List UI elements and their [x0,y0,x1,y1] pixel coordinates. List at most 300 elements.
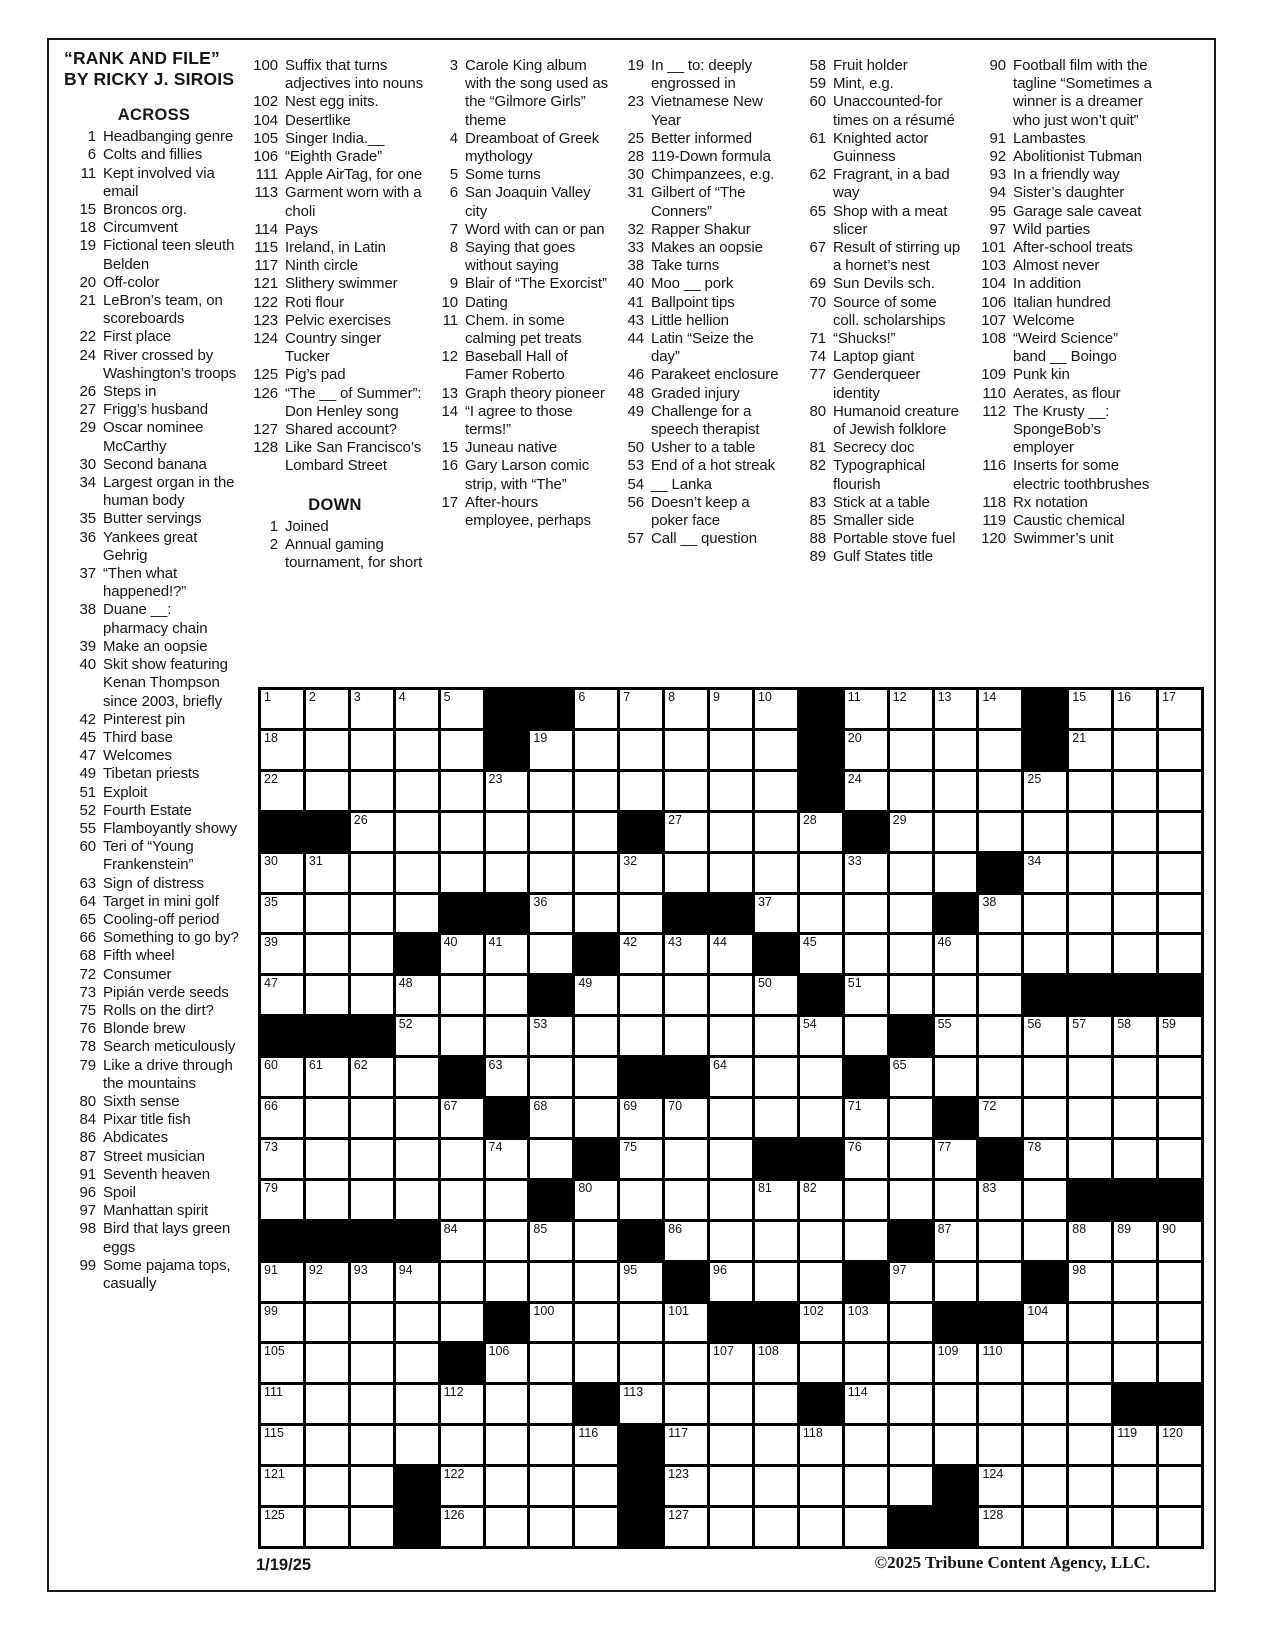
grid-cell-8-16[interactable] [935,976,977,1014]
grid-cell-19-13[interactable] [800,1426,842,1464]
grid-cell-5-20[interactable] [1114,854,1156,892]
grid-cell-14-12[interactable] [755,1222,797,1260]
grid-cell-13-10[interactable] [665,1181,707,1219]
grid-cell-21-17[interactable] [979,1508,1021,1546]
grid-cell-13-3[interactable] [351,1181,393,1219]
grid-cell-12-16[interactable] [935,1140,977,1178]
grid-cell-20-21[interactable] [1159,1467,1201,1505]
grid-cell-3-19[interactable] [1069,772,1111,810]
grid-cell-15-12[interactable] [755,1263,797,1301]
grid-cell-9-13[interactable] [800,1017,842,1055]
grid-cell-1-9[interactable] [620,690,662,728]
grid-cell-20-5[interactable] [441,1467,483,1505]
grid-cell-19-8[interactable] [575,1426,617,1464]
grid-cell-3-12[interactable] [755,772,797,810]
grid-cell-19-18[interactable] [1024,1426,1066,1464]
grid-cell-11-8[interactable] [575,1099,617,1137]
grid-cell-12-6[interactable] [486,1140,528,1178]
grid-cell-16-1[interactable] [261,1304,303,1342]
grid-cell-17-21[interactable] [1159,1344,1201,1382]
grid-cell-1-10[interactable] [665,690,707,728]
grid-cell-18-9[interactable] [620,1385,662,1423]
grid-cell-19-5[interactable] [441,1426,483,1464]
grid-cell-1-21[interactable] [1159,690,1201,728]
grid-cell-6-15[interactable] [890,895,932,933]
grid-cell-8-15[interactable] [890,976,932,1014]
grid-cell-6-1[interactable] [261,895,303,933]
grid-cell-15-16[interactable] [935,1263,977,1301]
grid-cell-8-1[interactable] [261,976,303,1014]
grid-cell-18-3[interactable] [351,1385,393,1423]
grid-cell-13-18[interactable] [1024,1181,1066,1219]
grid-cell-2-21[interactable] [1159,731,1201,769]
grid-cell-20-15[interactable] [890,1467,932,1505]
grid-cell-2-7[interactable] [530,731,572,769]
grid-cell-6-17[interactable] [979,895,1021,933]
grid-cell-10-12[interactable] [755,1058,797,1096]
grid-cell-15-19[interactable] [1069,1263,1111,1301]
grid-cell-6-3[interactable] [351,895,393,933]
grid-cell-21-10[interactable] [665,1508,707,1546]
grid-cell-4-8[interactable] [575,813,617,851]
grid-cell-16-20[interactable] [1114,1304,1156,1342]
grid-cell-4-17[interactable] [979,813,1021,851]
grid-cell-2-17[interactable] [979,731,1021,769]
grid-cell-6-18[interactable] [1024,895,1066,933]
grid-cell-5-4[interactable] [396,854,438,892]
grid-cell-13-16[interactable] [935,1181,977,1219]
grid-cell-18-19[interactable] [1069,1385,1111,1423]
grid-cell-7-21[interactable] [1159,935,1201,973]
grid-cell-14-16[interactable] [935,1222,977,1260]
grid-cell-18-7[interactable] [530,1385,572,1423]
grid-cell-21-6[interactable] [486,1508,528,1546]
grid-cell-15-3[interactable] [351,1263,393,1301]
grid-cell-7-2[interactable] [306,935,348,973]
grid-cell-9-16[interactable] [935,1017,977,1055]
grid-cell-10-7[interactable] [530,1058,572,1096]
grid-cell-20-19[interactable] [1069,1467,1111,1505]
grid-cell-10-19[interactable] [1069,1058,1111,1096]
grid-cell-8-4[interactable] [396,976,438,1014]
grid-cell-3-6[interactable] [486,772,528,810]
grid-cell-2-12[interactable] [755,731,797,769]
grid-cell-13-12[interactable] [755,1181,797,1219]
grid-cell-4-13[interactable] [800,813,842,851]
grid-cell-8-9[interactable] [620,976,662,1014]
grid-cell-17-10[interactable] [665,1344,707,1382]
grid-cell-14-11[interactable] [710,1222,752,1260]
grid-cell-12-5[interactable] [441,1140,483,1178]
grid-cell-8-12[interactable] [755,976,797,1014]
grid-cell-3-10[interactable] [665,772,707,810]
grid-cell-12-3[interactable] [351,1140,393,1178]
grid-cell-9-20[interactable] [1114,1017,1156,1055]
grid-cell-16-15[interactable] [890,1304,932,1342]
grid-cell-1-3[interactable] [351,690,393,728]
grid-cell-17-12[interactable] [755,1344,797,1382]
grid-cell-11-7[interactable] [530,1099,572,1137]
grid-cell-20-1[interactable] [261,1467,303,1505]
grid-cell-9-9[interactable] [620,1017,662,1055]
grid-cell-7-10[interactable] [665,935,707,973]
grid-cell-2-5[interactable] [441,731,483,769]
grid-cell-6-13[interactable] [800,895,842,933]
grid-cell-2-15[interactable] [890,731,932,769]
grid-cell-19-6[interactable] [486,1426,528,1464]
grid-cell-11-21[interactable] [1159,1099,1201,1137]
grid-cell-19-4[interactable] [396,1426,438,1464]
grid-cell-17-17[interactable] [979,1344,1021,1382]
grid-cell-18-6[interactable] [486,1385,528,1423]
grid-cell-2-19[interactable] [1069,731,1111,769]
grid-cell-4-12[interactable] [755,813,797,851]
grid-cell-16-4[interactable] [396,1304,438,1342]
grid-cell-1-17[interactable] [979,690,1021,728]
grid-cell-1-2[interactable] [306,690,348,728]
grid-cell-11-2[interactable] [306,1099,348,1137]
grid-cell-5-5[interactable] [441,854,483,892]
grid-cell-2-9[interactable] [620,731,662,769]
grid-cell-17-13[interactable] [800,1344,842,1382]
grid-cell-8-3[interactable] [351,976,393,1014]
grid-cell-13-1[interactable] [261,1181,303,1219]
grid-cell-5-15[interactable] [890,854,932,892]
grid-cell-9-8[interactable] [575,1017,617,1055]
grid-cell-21-3[interactable] [351,1508,393,1546]
grid-cell-12-7[interactable] [530,1140,572,1178]
grid-cell-8-8[interactable] [575,976,617,1014]
grid-cell-4-21[interactable] [1159,813,1201,851]
grid-cell-7-18[interactable] [1024,935,1066,973]
grid-cell-12-18[interactable] [1024,1140,1066,1178]
grid-cell-3-2[interactable] [306,772,348,810]
grid-cell-14-14[interactable] [845,1222,887,1260]
grid-cell-5-19[interactable] [1069,854,1111,892]
grid-cell-12-20[interactable] [1114,1140,1156,1178]
grid-cell-10-6[interactable] [486,1058,528,1096]
grid-cell-4-19[interactable] [1069,813,1111,851]
grid-cell-3-9[interactable] [620,772,662,810]
grid-cell-14-10[interactable] [665,1222,707,1260]
grid-cell-18-5[interactable] [441,1385,483,1423]
grid-cell-15-7[interactable] [530,1263,572,1301]
grid-cell-19-16[interactable] [935,1426,977,1464]
grid-cell-10-2[interactable] [306,1058,348,1096]
grid-cell-6-7[interactable] [530,895,572,933]
grid-cell-11-3[interactable] [351,1099,393,1137]
grid-cell-19-14[interactable] [845,1426,887,1464]
grid-cell-21-2[interactable] [306,1508,348,1546]
grid-cell-18-15[interactable] [890,1385,932,1423]
grid-cell-18-11[interactable] [710,1385,752,1423]
grid-cell-15-15[interactable] [890,1263,932,1301]
grid-cell-16-19[interactable] [1069,1304,1111,1342]
grid-cell-14-13[interactable] [800,1222,842,1260]
grid-cell-13-15[interactable] [890,1181,932,1219]
grid-cell-1-15[interactable] [890,690,932,728]
grid-cell-10-13[interactable] [800,1058,842,1096]
grid-cell-13-17[interactable] [979,1181,1021,1219]
grid-cell-7-16[interactable] [935,935,977,973]
grid-cell-17-3[interactable] [351,1344,393,1382]
grid-cell-11-4[interactable] [396,1099,438,1137]
grid-cell-4-11[interactable] [710,813,752,851]
grid-cell-18-10[interactable] [665,1385,707,1423]
grid-cell-4-18[interactable] [1024,813,1066,851]
grid-cell-19-2[interactable] [306,1426,348,1464]
grid-cell-2-3[interactable] [351,731,393,769]
grid-cell-12-9[interactable] [620,1140,662,1178]
grid-cell-13-14[interactable] [845,1181,887,1219]
grid-cell-14-19[interactable] [1069,1222,1111,1260]
grid-cell-18-12[interactable] [755,1385,797,1423]
grid-cell-4-6[interactable] [486,813,528,851]
grid-cell-9-18[interactable] [1024,1017,1066,1055]
grid-cell-20-18[interactable] [1024,1467,1066,1505]
grid-cell-5-13[interactable] [800,854,842,892]
grid-cell-5-10[interactable] [665,854,707,892]
grid-cell-1-11[interactable] [710,690,752,728]
grid-cell-5-1[interactable] [261,854,303,892]
grid-cell-11-12[interactable] [755,1099,797,1137]
grid-cell-5-2[interactable] [306,854,348,892]
grid-cell-17-15[interactable] [890,1344,932,1382]
grid-cell-5-9[interactable] [620,854,662,892]
grid-cell-11-5[interactable] [441,1099,483,1137]
grid-cell-20-14[interactable] [845,1467,887,1505]
grid-cell-21-13[interactable] [800,1508,842,1546]
grid-cell-2-14[interactable] [845,731,887,769]
grid-cell-10-18[interactable] [1024,1058,1066,1096]
grid-cell-5-21[interactable] [1159,854,1201,892]
grid-cell-17-18[interactable] [1024,1344,1066,1382]
grid-cell-14-5[interactable] [441,1222,483,1260]
grid-cell-9-6[interactable] [486,1017,528,1055]
grid-cell-20-6[interactable] [486,1467,528,1505]
grid-cell-21-5[interactable] [441,1508,483,1546]
grid-cell-17-4[interactable] [396,1344,438,1382]
grid-cell-18-17[interactable] [979,1385,1021,1423]
grid-cell-3-21[interactable] [1159,772,1201,810]
grid-cell-5-12[interactable] [755,854,797,892]
grid-cell-3-1[interactable] [261,772,303,810]
grid-cell-1-4[interactable] [396,690,438,728]
grid-cell-6-21[interactable] [1159,895,1201,933]
grid-cell-16-14[interactable] [845,1304,887,1342]
grid-cell-21-8[interactable] [575,1508,617,1546]
grid-cell-14-21[interactable] [1159,1222,1201,1260]
grid-cell-7-1[interactable] [261,935,303,973]
grid-cell-19-7[interactable] [530,1426,572,1464]
grid-cell-11-11[interactable] [710,1099,752,1137]
grid-cell-9-5[interactable] [441,1017,483,1055]
grid-cell-1-14[interactable] [845,690,887,728]
grid-cell-19-17[interactable] [979,1426,1021,1464]
grid-cell-15-1[interactable] [261,1263,303,1301]
grid-cell-9-19[interactable] [1069,1017,1111,1055]
grid-cell-9-12[interactable] [755,1017,797,1055]
grid-cell-17-2[interactable] [306,1344,348,1382]
grid-cell-18-4[interactable] [396,1385,438,1423]
grid-cell-21-12[interactable] [755,1508,797,1546]
grid-cell-12-4[interactable] [396,1140,438,1178]
grid-cell-11-19[interactable] [1069,1099,1111,1137]
grid-cell-7-15[interactable] [890,935,932,973]
grid-cell-9-11[interactable] [710,1017,752,1055]
grid-cell-18-16[interactable] [935,1385,977,1423]
grid-cell-15-20[interactable] [1114,1263,1156,1301]
grid-cell-17-9[interactable] [620,1344,662,1382]
grid-cell-15-2[interactable] [306,1263,348,1301]
grid-cell-12-10[interactable] [665,1140,707,1178]
grid-cell-3-8[interactable] [575,772,617,810]
grid-cell-17-6[interactable] [486,1344,528,1382]
grid-cell-19-15[interactable] [890,1426,932,1464]
grid-cell-12-21[interactable] [1159,1140,1201,1178]
grid-cell-8-10[interactable] [665,976,707,1014]
grid-cell-10-1[interactable] [261,1058,303,1096]
grid-cell-10-16[interactable] [935,1058,977,1096]
grid-cell-14-8[interactable] [575,1222,617,1260]
grid-cell-18-14[interactable] [845,1385,887,1423]
grid-cell-2-10[interactable] [665,731,707,769]
grid-cell-21-1[interactable] [261,1508,303,1546]
grid-cell-17-8[interactable] [575,1344,617,1382]
grid-cell-19-20[interactable] [1114,1426,1156,1464]
grid-cell-17-19[interactable] [1069,1344,1111,1382]
grid-cell-5-11[interactable] [710,854,752,892]
grid-cell-8-6[interactable] [486,976,528,1014]
grid-cell-7-6[interactable] [486,935,528,973]
grid-cell-15-11[interactable] [710,1263,752,1301]
grid-cell-7-20[interactable] [1114,935,1156,973]
grid-cell-14-18[interactable] [1024,1222,1066,1260]
grid-cell-3-7[interactable] [530,772,572,810]
grid-cell-1-16[interactable] [935,690,977,728]
grid-cell-19-10[interactable] [665,1426,707,1464]
grid-cell-16-3[interactable] [351,1304,393,1342]
grid-cell-5-7[interactable] [530,854,572,892]
grid-cell-13-5[interactable] [441,1181,483,1219]
grid-cell-3-16[interactable] [935,772,977,810]
grid-cell-3-18[interactable] [1024,772,1066,810]
grid-cell-4-20[interactable] [1114,813,1156,851]
grid-cell-18-18[interactable] [1024,1385,1066,1423]
grid-cell-20-3[interactable] [351,1467,393,1505]
grid-cell-20-11[interactable] [710,1467,752,1505]
grid-cell-7-19[interactable] [1069,935,1111,973]
grid-cell-17-11[interactable] [710,1344,752,1382]
grid-cell-2-1[interactable] [261,731,303,769]
grid-cell-13-4[interactable] [396,1181,438,1219]
grid-cell-8-17[interactable] [979,976,1021,1014]
grid-cell-17-1[interactable] [261,1344,303,1382]
grid-cell-21-20[interactable] [1114,1508,1156,1546]
grid-cell-6-4[interactable] [396,895,438,933]
grid-cell-16-8[interactable] [575,1304,617,1342]
grid-cell-7-3[interactable] [351,935,393,973]
grid-cell-5-16[interactable] [935,854,977,892]
grid-cell-7-14[interactable] [845,935,887,973]
grid-cell-6-2[interactable] [306,895,348,933]
grid-cell-15-4[interactable] [396,1263,438,1301]
grid-cell-19-21[interactable] [1159,1426,1201,1464]
grid-cell-19-3[interactable] [351,1426,393,1464]
grid-cell-10-4[interactable] [396,1058,438,1096]
grid-cell-9-17[interactable] [979,1017,1021,1055]
grid-cell-7-7[interactable] [530,935,572,973]
grid-cell-2-16[interactable] [935,731,977,769]
grid-cell-10-8[interactable] [575,1058,617,1096]
grid-cell-9-14[interactable] [845,1017,887,1055]
grid-cell-1-12[interactable] [755,690,797,728]
grid-cell-3-3[interactable] [351,772,393,810]
grid-cell-12-14[interactable] [845,1140,887,1178]
grid-cell-14-20[interactable] [1114,1222,1156,1260]
grid-cell-7-5[interactable] [441,935,483,973]
grid-cell-17-16[interactable] [935,1344,977,1382]
grid-cell-6-8[interactable] [575,895,617,933]
grid-cell-13-2[interactable] [306,1181,348,1219]
grid-cell-16-7[interactable] [530,1304,572,1342]
grid-cell-16-13[interactable] [800,1304,842,1342]
grid-cell-17-20[interactable] [1114,1344,1156,1382]
grid-cell-20-2[interactable] [306,1467,348,1505]
grid-cell-11-1[interactable] [261,1099,303,1137]
grid-cell-4-7[interactable] [530,813,572,851]
grid-cell-9-10[interactable] [665,1017,707,1055]
grid-cell-19-19[interactable] [1069,1426,1111,1464]
grid-cell-18-2[interactable] [306,1385,348,1423]
grid-cell-6-19[interactable] [1069,895,1111,933]
grid-cell-3-11[interactable] [710,772,752,810]
grid-cell-12-11[interactable] [710,1140,752,1178]
grid-cell-15-6[interactable] [486,1263,528,1301]
grid-cell-4-3[interactable] [351,813,393,851]
grid-cell-3-20[interactable] [1114,772,1156,810]
grid-cell-11-14[interactable] [845,1099,887,1137]
grid-cell-10-17[interactable] [979,1058,1021,1096]
grid-cell-21-7[interactable] [530,1508,572,1546]
grid-cell-10-11[interactable] [710,1058,752,1096]
grid-cell-15-17[interactable] [979,1263,1021,1301]
grid-cell-20-17[interactable] [979,1467,1021,1505]
grid-cell-10-20[interactable] [1114,1058,1156,1096]
grid-cell-15-9[interactable] [620,1263,662,1301]
grid-cell-5-18[interactable] [1024,854,1066,892]
grid-cell-20-13[interactable] [800,1467,842,1505]
grid-cell-5-3[interactable] [351,854,393,892]
grid-cell-20-10[interactable] [665,1467,707,1505]
grid-cell-14-6[interactable] [486,1222,528,1260]
grid-cell-21-14[interactable] [845,1508,887,1546]
grid-cell-3-5[interactable] [441,772,483,810]
grid-cell-12-15[interactable] [890,1140,932,1178]
grid-cell-13-13[interactable] [800,1181,842,1219]
grid-cell-19-11[interactable] [710,1426,752,1464]
grid-cell-21-21[interactable] [1159,1508,1201,1546]
grid-cell-8-11[interactable] [710,976,752,1014]
grid-cell-11-20[interactable] [1114,1099,1156,1137]
grid-cell-5-14[interactable] [845,854,887,892]
grid-cell-16-2[interactable] [306,1304,348,1342]
grid-cell-3-14[interactable] [845,772,887,810]
grid-cell-5-8[interactable] [575,854,617,892]
grid-cell-13-9[interactable] [620,1181,662,1219]
grid-cell-17-14[interactable] [845,1344,887,1382]
grid-cell-16-10[interactable] [665,1304,707,1342]
